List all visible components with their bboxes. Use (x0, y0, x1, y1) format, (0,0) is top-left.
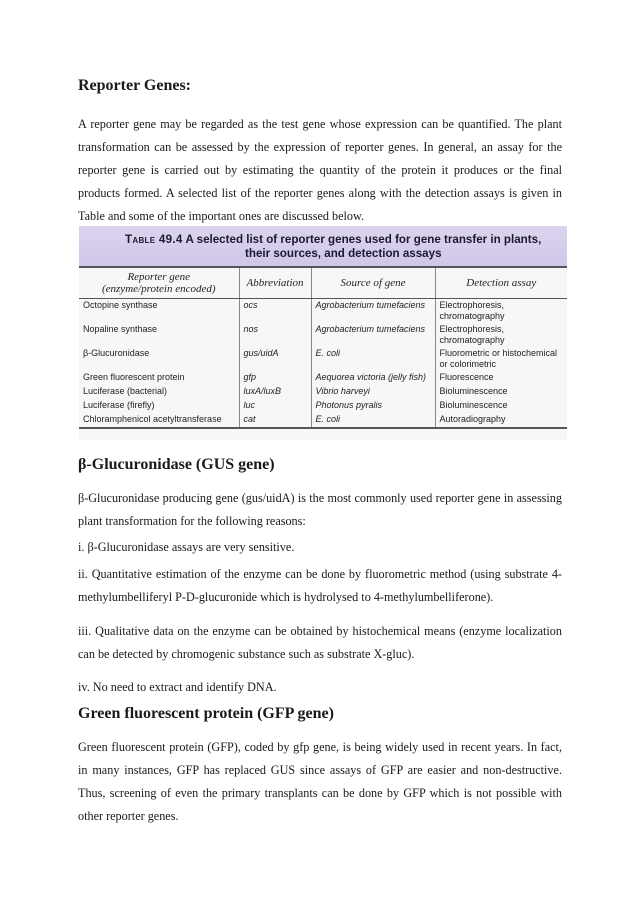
cell-source: E. coli (311, 413, 435, 428)
header-gene-line-2: (enzyme/protein encoded) (101, 283, 216, 295)
cell-abbr: cat (239, 413, 311, 428)
header-reporter-gene (79, 267, 239, 299)
table-label: Table 49.4 (125, 233, 183, 246)
table-row (79, 385, 567, 399)
cell-abbr: gfp (239, 371, 311, 385)
table-header-row (79, 267, 567, 299)
cell-source: Vibrio harveyi (311, 385, 435, 399)
reporter-genes-heading: Reporter Genes: (78, 77, 191, 94)
cell-gene: Nopaline synthase (83, 324, 158, 334)
cell-assay (435, 299, 567, 324)
cell-source: Agrobacterium tumefaciens (311, 323, 435, 347)
cell-assay-line-2: chromatography (439, 311, 505, 321)
cell-abbr: ocs (239, 299, 311, 324)
gus-point-1: i. β-Glucuronidase assays are very sensitive. (78, 540, 295, 554)
cell-gene: Chloramphenicol acetyltransferase (79, 413, 239, 428)
gus-point-3: iii. Qualitative data on the enzyme can be obtained by histochemical means (enzyme localization can be detected by chromogenic substance such as substrate X-gluc). (78, 624, 562, 661)
cell-assay (435, 323, 567, 347)
cell-gene: β-Glucuronidase (83, 348, 150, 358)
table-row (79, 413, 567, 428)
gfp-heading: Green fluorescent protein (GFP gene) (78, 705, 334, 722)
cell-assay-line-2: or colorimetric (439, 359, 497, 369)
cell-gene: Luciferase (firefly) (83, 400, 155, 410)
table-caption-line-2: their sources, and detection assays (245, 247, 442, 260)
table-row (79, 371, 567, 385)
header-abbreviation: Abbreviation (239, 267, 311, 299)
gfp-body: Green fluorescent protein (GFP), coded by gfp gene, is being widely used in recent years. In fact, in many instances, GFP has replaced GUS since assays of GFP are easier and non-destructive. Thus, screening of even the primary transplants can be done by GFP which is not possible with other reporter genes. (78, 740, 562, 823)
table-row (79, 323, 567, 347)
gus-point-4: iv. No need to extract and identify DNA. (78, 680, 277, 694)
cell-abbr: luxA/luxB (239, 385, 311, 399)
cell-abbr: gus/uidA (239, 347, 311, 371)
cell-assay: Bioluminescence (435, 385, 567, 399)
table-row (79, 347, 567, 371)
cell-assay (435, 347, 567, 371)
cell-assay-line-1: Electrophoresis, (439, 300, 505, 310)
reporter-genes-table (79, 266, 567, 429)
cell-source: Aequorea victoria (jelly fish) (311, 371, 435, 385)
cell-gene: Octopine synthase (83, 300, 158, 310)
cell-abbr: nos (239, 323, 311, 347)
cell-source: Agrobacterium tumefaciens (311, 299, 435, 324)
table-caption-line-1: A selected list of reporter genes used for gene transfer in plants, (185, 233, 542, 246)
header-gene-line-1: Reporter gene (127, 271, 191, 283)
reporter-genes-table-figure (79, 226, 567, 440)
cell-assay: Fluorescence (435, 371, 567, 385)
table-row (79, 399, 567, 413)
cell-gene: Green fluorescent protein (83, 372, 185, 382)
header-source: Source of gene (311, 267, 435, 299)
cell-abbr: luc (239, 399, 311, 413)
gus-heading: β-Glucuronidase (GUS gene) (78, 456, 275, 473)
header-detection-assay: Detection assay (435, 267, 567, 299)
gus-point-2: ii. Quantitative estimation of the enzyme can be done by fluorometric method (using substrate 4-methylumbelliferyl P-D-glucuronide which is hydrolysed to 4-methylumbelliferone). (78, 567, 562, 604)
cell-gene: Luciferase (bacterial) (83, 386, 168, 396)
cell-assay-line-1: Electrophoresis, (439, 324, 505, 334)
cell-assay: Bioluminescence (435, 399, 567, 413)
cell-assay-line-2: chromatography (439, 335, 505, 345)
cell-source: E. coli (311, 347, 435, 371)
table-caption (79, 226, 567, 266)
cell-assay: Autoradiography (435, 413, 567, 428)
cell-source: Photonus pyralis (311, 399, 435, 413)
table-row (79, 299, 567, 324)
reporter-genes-intro: A reporter gene may be regarded as the test gene whose expression can be quantified. The plant transformation can be assessed by the expression of reporter genes. In general, an assay for the reporter gene is carried out by estimating the quantity of the protein it produces or the final products formed. A selected list of the reporter genes along with the detection assays is given in Table and some of the important ones are discussed below. (78, 117, 562, 223)
cell-assay-line-1: Fluorometric or histochemical (439, 348, 558, 358)
gus-intro: β-Glucuronidase producing gene (gus/uidA) is the most commonly used reporter gene in assessing plant transformation for the following reasons: (78, 491, 562, 528)
